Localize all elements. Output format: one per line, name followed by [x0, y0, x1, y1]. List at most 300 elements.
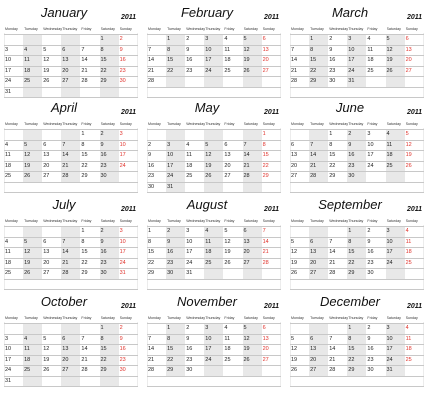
day-cell: 3 — [348, 36, 352, 42]
day-cell: 26 — [243, 67, 250, 74]
day-cell: 27 — [224, 173, 231, 179]
day-cell: 17 — [367, 152, 374, 158]
day-cell: 8 — [310, 46, 314, 53]
day-cell: 29 — [310, 78, 317, 84]
day-cell: 10 — [205, 335, 212, 342]
weekday-label: Tuesday — [24, 219, 38, 223]
day-cell: 30 — [100, 270, 107, 276]
day-cell: 1 — [148, 228, 152, 234]
day-cell: 8 — [81, 238, 85, 245]
day-cell: 31 — [348, 78, 355, 84]
week-separator — [147, 365, 281, 366]
day-cell: 20 — [405, 57, 412, 63]
weekday-label: Sunday — [405, 122, 418, 126]
day-cell: 14 — [62, 249, 69, 255]
day-cell: 7 — [243, 141, 247, 148]
day-cell: 4 — [5, 141, 9, 148]
weekday-label: Saturday — [386, 219, 401, 223]
weekday-header — [147, 316, 281, 323]
month-title: May — [194, 100, 220, 115]
day-cell: 25 — [386, 162, 393, 169]
weekday-label: Tuesday — [310, 122, 324, 126]
day-cell: 19 — [405, 152, 412, 158]
week-separator — [290, 150, 424, 151]
year-label: 2011 — [120, 206, 136, 213]
week-separator — [147, 76, 281, 77]
day-cell: 14 — [310, 152, 317, 158]
day-cell: 27 — [62, 78, 69, 84]
weekday-header — [290, 27, 424, 34]
weekday-label: Sunday — [119, 219, 132, 223]
day-cell: 20 — [310, 356, 317, 363]
day-cell: 27 — [405, 67, 412, 74]
weekday-label: Friday — [367, 122, 378, 126]
week-separator — [290, 76, 424, 77]
day-cell: 9 — [329, 46, 333, 53]
day-cell: 11 — [405, 238, 412, 245]
day-cell: 20 — [224, 162, 231, 169]
week-separator — [147, 161, 281, 162]
weekday-label: Wednesday — [43, 219, 63, 223]
day-cell: 2 — [367, 228, 371, 234]
day-cell: 9 — [186, 335, 190, 342]
day-cell: 16 — [186, 57, 193, 63]
day-cell: 19 — [205, 162, 212, 169]
day-cell: 21 — [62, 162, 69, 169]
weekday-label: Wednesday — [186, 27, 206, 31]
day-cell: 25 — [405, 356, 412, 363]
weekday-label: Tuesday — [24, 316, 38, 320]
day-cell: 8 — [329, 141, 333, 148]
day-cell: 1 — [167, 325, 171, 331]
weekday-label: Monday — [148, 316, 161, 320]
day-cell: 25 — [24, 78, 31, 84]
weekday-label: Sunday — [262, 122, 275, 126]
week-separator — [147, 87, 281, 88]
day-cell: 2 — [119, 325, 123, 331]
day-cell: 21 — [291, 67, 298, 74]
day-cell: 24 — [348, 67, 355, 74]
day-cell: 5 — [24, 238, 28, 245]
day-cell: 24 — [119, 259, 126, 266]
day-cell: 24 — [205, 356, 212, 363]
week-separator — [147, 226, 281, 227]
weekday-label: Friday — [81, 316, 92, 320]
weekday-label: Thursday — [62, 219, 78, 223]
day-cell: 23 — [100, 259, 107, 266]
day-cell: 23 — [329, 67, 336, 74]
day-cell: 22 — [148, 259, 155, 266]
week-separator — [290, 34, 424, 35]
week-separator — [290, 226, 424, 227]
day-cell: 12 — [24, 152, 31, 158]
day-cell: 3 — [119, 228, 123, 234]
day-cell: 8 — [100, 335, 104, 342]
day-cell: 20 — [310, 259, 317, 266]
day-cell: 25 — [205, 259, 212, 266]
day-cell: 17 — [205, 346, 212, 352]
year-label: 2011 — [263, 303, 279, 310]
weekday-label: Sunday — [405, 219, 418, 223]
weekday-label: Wednesday — [43, 122, 63, 126]
day-cell: 11 — [405, 335, 412, 342]
day-cell: 18 — [186, 162, 193, 169]
day-cell: 18 — [24, 356, 31, 363]
weekday-label: Thursday — [348, 122, 364, 126]
weekday-label: Saturday — [243, 219, 258, 223]
day-cell: 5 — [243, 325, 247, 331]
day-cell: 24 — [367, 162, 374, 169]
day-cell: 23 — [119, 67, 126, 74]
day-cell: 6 — [224, 141, 228, 148]
week-separator — [4, 66, 138, 67]
day-cell: 12 — [43, 57, 50, 63]
weekday-label: Wednesday — [43, 316, 63, 320]
day-cell: 6 — [43, 141, 47, 148]
day-cell: 27 — [291, 173, 298, 179]
day-cell: 26 — [405, 162, 412, 169]
weekday-label: Friday — [367, 27, 378, 31]
day-cell: 26 — [43, 367, 50, 373]
day-cell: 6 — [262, 325, 266, 331]
day-cell: 23 — [348, 162, 355, 169]
day-cell: 22 — [348, 259, 355, 266]
day-cell: 14 — [262, 238, 269, 245]
day-cell: 21 — [329, 356, 336, 363]
weekday-header — [4, 27, 138, 34]
day-cell: 4 — [24, 335, 28, 342]
day-cell: 22 — [329, 162, 336, 169]
day-cell: 3 — [167, 141, 171, 148]
day-cell: 18 — [224, 346, 231, 352]
weekday-label: Tuesday — [310, 316, 324, 320]
day-cell: 19 — [24, 259, 31, 266]
day-cell: 29 — [348, 270, 355, 276]
day-cell: 25 — [5, 270, 12, 276]
day-cell: 24 — [5, 367, 12, 373]
day-cell: 14 — [81, 57, 88, 63]
day-cell: 22 — [100, 67, 107, 74]
day-cell: 30 — [329, 78, 336, 84]
day-cell: 13 — [243, 238, 250, 245]
week-separator — [4, 258, 138, 259]
month-title: January — [40, 5, 88, 20]
day-cell: 13 — [262, 46, 269, 53]
year-label: 2011 — [263, 14, 279, 21]
week-separator — [147, 192, 281, 193]
day-cell: 17 — [205, 57, 212, 63]
week-separator — [290, 247, 424, 248]
day-cell: 7 — [291, 46, 295, 53]
day-cell: 13 — [405, 46, 412, 53]
day-cell: 9 — [119, 335, 123, 342]
day-cell: 9 — [100, 238, 104, 245]
day-cell: 10 — [386, 238, 393, 245]
day-cell: 14 — [243, 152, 250, 158]
week-separator — [4, 268, 138, 269]
day-cell: 13 — [43, 249, 50, 255]
week-separator — [4, 365, 138, 366]
day-cell: 20 — [262, 57, 269, 63]
day-cell: 30 — [148, 183, 155, 190]
day-cell: 4 — [405, 325, 409, 331]
day-cell: 6 — [262, 36, 266, 42]
week-separator — [147, 355, 281, 356]
day-cell: 4 — [5, 238, 9, 245]
day-cell: 4 — [405, 228, 409, 234]
day-cell: 8 — [167, 46, 171, 53]
weekday-label: Tuesday — [24, 122, 38, 126]
day-cell: 7 — [81, 335, 85, 342]
weekday-label: Wednesday — [186, 122, 206, 126]
day-cell: 24 — [167, 173, 174, 179]
day-cell: 22 — [167, 356, 174, 363]
day-cell: 3 — [5, 46, 9, 53]
day-cell: 17 — [186, 249, 193, 255]
week-separator — [4, 140, 138, 141]
day-cell: 16 — [100, 249, 107, 255]
weekday-header — [4, 316, 138, 323]
weekday-label: Thursday — [205, 122, 221, 126]
weekday-label: Saturday — [386, 27, 401, 31]
day-cell: 2 — [167, 228, 171, 234]
month-title: March — [331, 5, 369, 20]
day-cell: 7 — [329, 238, 333, 245]
day-cell: 27 — [43, 270, 50, 276]
day-cell: 15 — [348, 249, 355, 255]
day-cell: 19 — [43, 356, 50, 363]
weekday-label: Wednesday — [329, 122, 349, 126]
day-cell: 16 — [167, 249, 174, 255]
week-separator — [4, 192, 138, 193]
day-cell: 13 — [310, 346, 317, 352]
weekday-header — [147, 27, 281, 34]
weekday-label: Thursday — [62, 316, 78, 320]
day-cell: 5 — [386, 36, 390, 42]
weekday-label: Tuesday — [24, 27, 38, 31]
day-cell: 9 — [100, 141, 104, 148]
day-cell: 21 — [81, 356, 88, 363]
weekday-label: Friday — [367, 219, 378, 223]
day-cell: 19 — [224, 249, 231, 255]
day-cell: 6 — [310, 335, 314, 342]
day-cell: 23 — [119, 356, 126, 363]
day-cell: 12 — [405, 141, 412, 148]
day-cell: 29 — [81, 270, 88, 276]
day-cell: 8 — [100, 46, 104, 53]
day-cell: 22 — [262, 162, 269, 169]
day-cell: 18 — [386, 152, 393, 158]
day-cell: 4 — [367, 36, 371, 42]
day-cell: 20 — [62, 356, 69, 363]
day-cell: 1 — [100, 325, 104, 331]
weekday-label: Monday — [5, 316, 18, 320]
weekday-label: Saturday — [243, 122, 258, 126]
day-cell: 5 — [43, 46, 47, 53]
day-cell: 11 — [386, 141, 393, 148]
day-cell: 12 — [243, 46, 250, 53]
day-cell: 15 — [100, 57, 107, 63]
day-cell: 23 — [167, 259, 174, 266]
day-cell: 16 — [329, 57, 336, 63]
day-cell: 20 — [262, 346, 269, 352]
day-cell: 3 — [367, 131, 371, 137]
week-separator — [147, 386, 281, 387]
day-cell: 19 — [291, 356, 298, 363]
day-cell: 20 — [62, 67, 69, 74]
week-separator — [290, 55, 424, 56]
day-cell: 8 — [167, 335, 171, 342]
week-separator — [4, 344, 138, 345]
month-november — [147, 292, 281, 381]
weekday-label: Friday — [224, 27, 235, 31]
day-cell: 27 — [262, 67, 269, 74]
day-cell: 21 — [262, 249, 269, 255]
week-separator — [290, 161, 424, 162]
day-cell: 26 — [291, 270, 298, 276]
week-separator — [290, 386, 424, 387]
day-cell: 2 — [119, 36, 123, 42]
day-cell: 6 — [405, 36, 409, 42]
week-separator — [290, 129, 424, 130]
day-cell: 23 — [367, 356, 374, 363]
weekday-label: Tuesday — [167, 316, 181, 320]
year-label: 2011 — [263, 109, 279, 116]
day-cell: 1 — [262, 131, 266, 137]
day-cell: 25 — [24, 367, 31, 373]
day-cell: 29 — [81, 173, 88, 179]
day-cell: 1 — [310, 36, 314, 42]
day-cell: 24 — [386, 259, 393, 266]
year-label: 2011 — [406, 14, 422, 21]
day-cell: 1 — [348, 228, 352, 234]
day-cell: 30 — [100, 173, 107, 179]
weekday-label: Saturday — [100, 27, 115, 31]
day-cell: 26 — [386, 67, 393, 74]
day-cell: 30 — [167, 270, 174, 276]
day-cell: 1 — [81, 131, 85, 137]
weekday-label: Monday — [148, 219, 161, 223]
day-cell: 24 — [5, 78, 12, 84]
weekday-label: Tuesday — [167, 122, 181, 126]
day-cell: 21 — [148, 356, 155, 363]
day-cell: 9 — [167, 238, 171, 245]
day-cell: 31 — [186, 270, 193, 276]
day-cell: 18 — [224, 57, 231, 63]
weekday-label: Saturday — [243, 27, 258, 31]
day-cell: 1 — [167, 36, 171, 42]
day-cell: 16 — [119, 346, 126, 352]
day-cell: 12 — [291, 346, 298, 352]
month-title: December — [320, 294, 380, 309]
weekday-label: Wednesday — [329, 316, 349, 320]
day-cell: 4 — [205, 228, 209, 234]
day-cell: 28 — [81, 367, 88, 373]
day-cell: 24 — [386, 356, 393, 363]
week-separator — [147, 34, 281, 35]
day-cell: 6 — [62, 46, 66, 53]
weekday-label: Saturday — [100, 316, 115, 320]
day-cell: 30 — [119, 78, 126, 84]
day-cell: 9 — [367, 238, 371, 245]
day-cell: 17 — [119, 249, 126, 255]
day-cell: 13 — [43, 152, 50, 158]
day-cell: 18 — [405, 249, 412, 255]
day-cell: 23 — [186, 356, 193, 363]
day-cell: 31 — [167, 183, 174, 190]
day-cell: 29 — [262, 173, 269, 179]
day-cell: 31 — [119, 270, 126, 276]
week-separator — [290, 140, 424, 141]
weekday-label: Wednesday — [329, 27, 349, 31]
day-cell: 3 — [205, 36, 209, 42]
year-label: 2011 — [406, 303, 422, 310]
day-cell: 23 — [148, 173, 155, 179]
day-cell: 21 — [148, 67, 155, 74]
day-cell: 11 — [224, 335, 231, 342]
day-cell: 27 — [243, 259, 250, 266]
day-cell: 22 — [348, 356, 355, 363]
day-cell: 12 — [243, 335, 250, 342]
day-cell: 11 — [224, 46, 231, 53]
day-cell: 17 — [5, 356, 12, 363]
week-separator — [290, 344, 424, 345]
day-cell: 14 — [62, 152, 69, 158]
day-cell: 28 — [310, 173, 317, 179]
week-separator — [147, 289, 281, 290]
day-cell: 28 — [62, 270, 69, 276]
weekday-label: Thursday — [348, 27, 364, 31]
month-february — [147, 3, 281, 92]
week-separator — [290, 365, 424, 366]
day-cell: 31 — [5, 377, 12, 384]
weekday-label: Wednesday — [43, 27, 63, 31]
month-june — [290, 98, 424, 187]
weekday-label: Tuesday — [167, 219, 181, 223]
month-title: February — [180, 5, 234, 20]
month-may — [147, 98, 281, 190]
day-cell: 20 — [43, 259, 50, 266]
day-cell: 7 — [262, 228, 266, 234]
day-cell: 7 — [329, 335, 333, 342]
day-cell: 30 — [367, 367, 374, 373]
month-title: June — [335, 100, 365, 115]
day-cell: 22 — [100, 356, 107, 363]
month-december — [290, 292, 424, 381]
weekday-label: Monday — [291, 219, 304, 223]
week-separator — [290, 182, 424, 183]
day-cell: 16 — [367, 346, 374, 352]
day-cell: 21 — [243, 162, 250, 169]
weekday-label: Friday — [367, 316, 378, 320]
day-cell: 26 — [224, 259, 231, 266]
month-march — [290, 3, 424, 92]
day-cell: 17 — [386, 249, 393, 255]
day-cell: 25 — [224, 67, 231, 74]
week-separator — [290, 171, 424, 172]
day-cell: 2 — [348, 131, 352, 137]
week-separator — [290, 192, 424, 193]
day-cell: 17 — [348, 57, 355, 63]
day-cell: 20 — [43, 162, 50, 169]
month-july — [4, 195, 138, 284]
day-cell: 26 — [43, 78, 50, 84]
day-cell: 11 — [5, 249, 11, 255]
day-cell: 14 — [329, 346, 336, 352]
day-cell: 18 — [24, 67, 31, 74]
weekday-label: Saturday — [386, 316, 401, 320]
day-cell: 27 — [262, 356, 269, 363]
